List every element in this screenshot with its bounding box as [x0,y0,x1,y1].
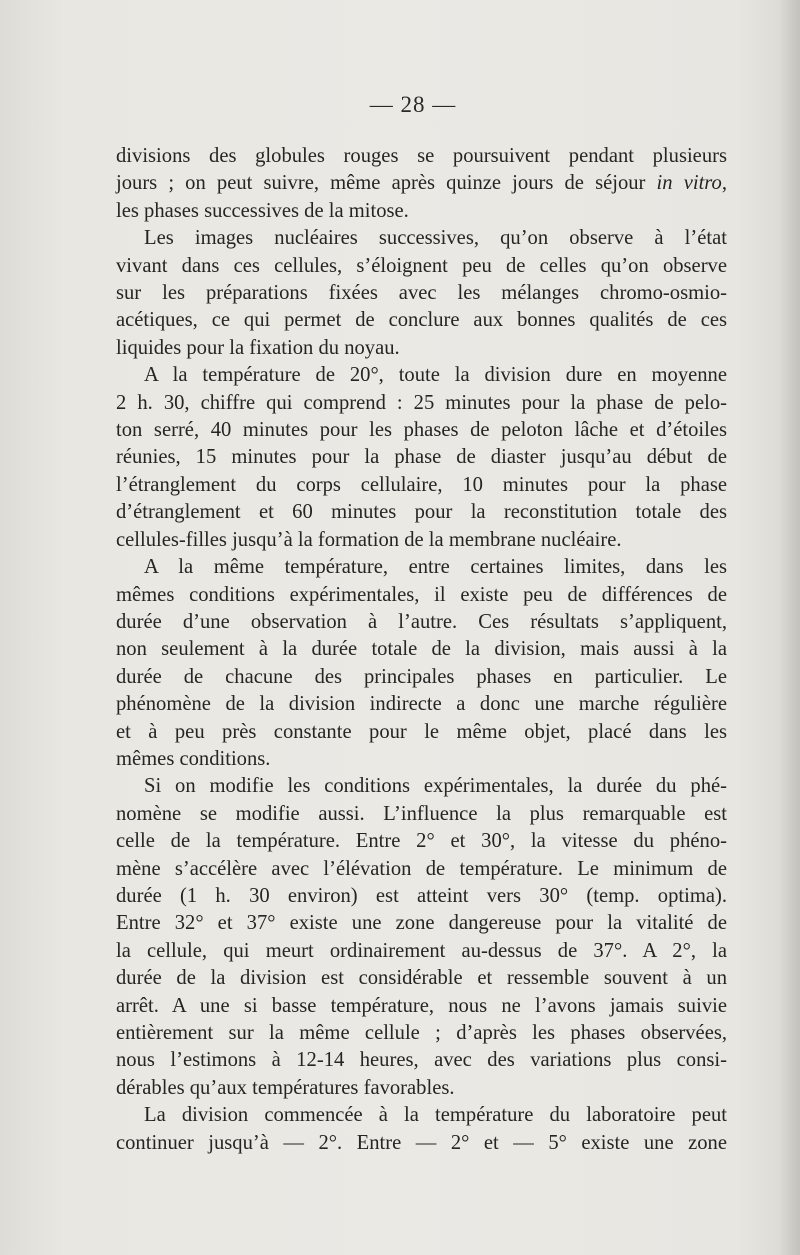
text-line: vivant dans ces cellules, s’éloignent peu de celles qu’on observe [116,254,727,277]
text-line: nomène se modifie aussi. L’influence la plus remarquable est [116,802,727,825]
page-edge-shadow [778,0,800,1255]
text-line: non seulement à la durée totale de la division, mais aussi à la [116,638,727,661]
text-line: continuer jusqu’à — 2°. Entre — 2° et — 5° existe une zone [116,1131,727,1154]
text-line: mêmes conditions. [116,747,271,770]
text-line: arrêt. A une si basse température, nous ne l’avons jamais suivie [116,994,727,1017]
text-line: durée de la division est considérable et ressemble souvent à un [116,967,727,990]
text-line: mène s’accélère avec l’élévation de température. Le minimum de [116,857,727,880]
text-line: Si on modifie les conditions expérimentales, la durée du phé- [144,775,727,798]
text-line: nous l’estimons à 12-14 heures, avec des variations plus consi- [116,1049,727,1072]
text-line: phénomène de la division indirecte a donc une marche régulière [116,693,727,716]
text-line: La division commencée à la température du laboratoire peut [144,1104,727,1127]
text-line: jours ; on peut suivre, même après quinze jours de séjour in vitro, [116,172,727,195]
text-line: d’étranglement et 60 minutes pour la reconstitution totale des [116,501,727,524]
text-line: mêmes conditions expérimentales, il existe peu de différences de [116,583,727,606]
text-line: durée de chacune des principales phases en particulier. Le [116,665,727,688]
text-line: A la même température, entre certaines limites, dans les [144,556,727,579]
text-line: durée (1 h. 30 environ) est atteint vers 30° (temp. optima). [116,884,727,907]
text-line: et à peu près constante pour le même objet, placé dans les [116,720,727,743]
text-line: dérables qu’aux températures favorables. [116,1076,455,1099]
text-line: 2 h. 30, chiffre qui comprend : 25 minutes pour la phase de pelo- [116,391,727,414]
text-line: sur les préparations fixées avec les mélanges chromo-osmio- [116,282,727,305]
text-line: l’étranglement du corps cellulaire, 10 minutes pour la phase [116,473,727,496]
italic-term: in vitro [656,172,722,195]
text-line: Les images nucléaires successives, qu’on observe à l’état [144,227,727,250]
page-number: — 28 — [369,92,457,117]
text-line: Entre 32° et 37° existe une zone dangereuse pour la vitalité de [116,912,727,935]
text-line: celle de la température. Entre 2° et 30°, la vitesse du phéno- [116,830,727,853]
text-line: acétiques, ce qui permet de conclure aux bonnes qualités de ces [116,309,727,332]
body-text [116,143,727,1157]
text-line: divisions des globules rouges se poursuivent pendant plusieurs [116,145,727,167]
text-line: les phases successives de la mitose. [116,199,409,222]
text-line: cellules-filles jusqu’à la formation de la membrane nucléaire. [116,528,622,551]
text-line: réunies, 15 minutes pour la phase de diaster jusqu’au début de [116,446,727,469]
text-line: ton serré, 40 minutes pour les phases de peloton lâche et d’étoiles [116,419,727,442]
text-line: durée d’une observation à l’autre. Ces résultats s’appliquent, [116,610,727,633]
text-line: A la température de 20°, toute la division dure en moyenne [144,364,727,387]
text-line: entièrement sur la même cellule ; d’après les phases observées, [116,1022,727,1044]
text-line: la cellule, qui meurt ordinairement au-dessus de 37°. A 2°, la [116,939,727,962]
text-line: liquides pour la fixation du noyau. [116,336,400,359]
